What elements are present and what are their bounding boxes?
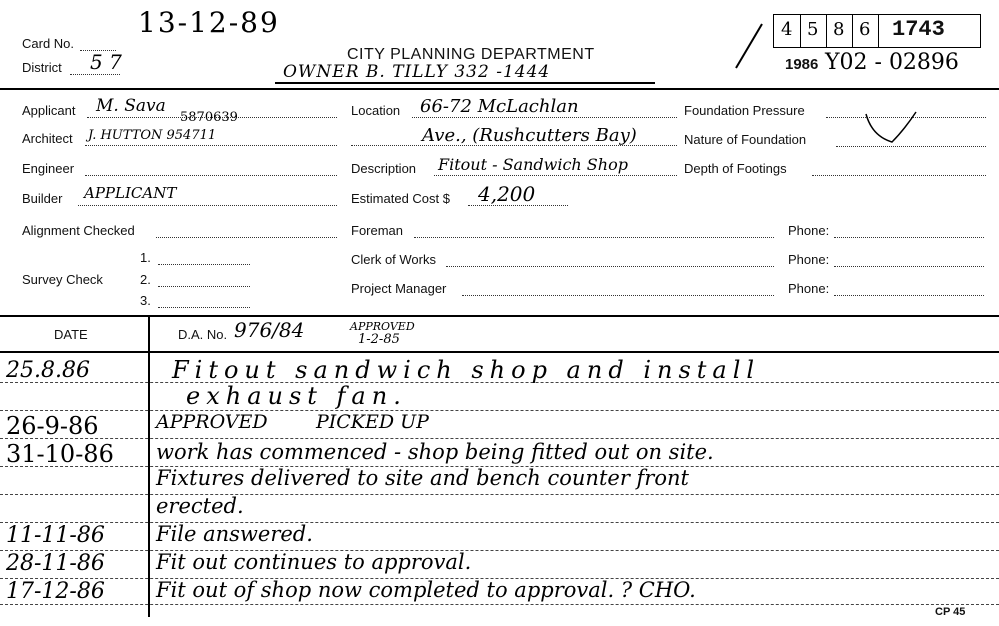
row-line (0, 522, 999, 523)
da-value: 976/84 (234, 318, 305, 342)
da-approved: APPROVED (350, 320, 415, 333)
row-line (0, 550, 999, 551)
location-value: 66-72 McLachlan (420, 96, 579, 117)
log-entry-date: 26-9-86 (6, 412, 99, 440)
district-value: 5 7 (90, 50, 122, 74)
estimated-cost-label: Estimated Cost $ (351, 191, 450, 206)
file-ref: Y02 - 02896 (825, 50, 959, 75)
log-entry-date: 11-11-86 (6, 523, 105, 548)
builder-line (78, 205, 337, 206)
location-line (412, 117, 677, 118)
pm-label: Project Manager (351, 281, 447, 296)
log-entry-text: APPROVED PICKED UP (156, 411, 429, 433)
log-entry-date: 17-12-86 (6, 579, 105, 604)
log-entry-text: exhaust fan. (186, 382, 407, 410)
district-label: District (22, 60, 62, 75)
survey-label: Survey Check (22, 272, 103, 287)
card-no-label: Card No. (22, 36, 75, 51)
pm-phone-line (834, 295, 984, 296)
depth-line (812, 175, 986, 176)
owner-line: OWNER B. TILLY 332 -1444 (283, 62, 551, 82)
ref-box-2: 5 (807, 19, 819, 40)
engineer-line (85, 175, 337, 176)
applicant-phone: 5870639 (180, 110, 238, 125)
foreman-label: Foreman (351, 223, 404, 238)
foundation-pressure-label: Foundation Pressure (684, 103, 805, 118)
log-entry-text: Fitout sandwich shop and install (172, 356, 761, 384)
da-approved-date: 1-2-85 (358, 332, 400, 347)
clerk-phone-label: Phone: (788, 252, 830, 267)
architect-value: J. HUTTON 954711 (88, 128, 217, 143)
clerk-phone-line (834, 266, 984, 267)
row-line (0, 494, 999, 495)
log-entry-text: File answered. (156, 522, 313, 546)
district-line (70, 74, 120, 75)
foreman-line (414, 237, 774, 238)
slash-mark-icon (730, 22, 770, 72)
log-entry-date: 25.8.86 (6, 358, 90, 383)
ref-box-3: 8 (833, 19, 845, 40)
top-date: 13-12-89 (138, 6, 280, 39)
foreman-phone-label: Phone: (788, 223, 830, 238)
row-line (0, 604, 999, 605)
description-value: Fitout - Sandwich Shop (438, 155, 628, 174)
log-entry-text: work has commenced - shop being fitted out on site. (156, 440, 714, 464)
row-line (0, 438, 999, 439)
da-label: D.A. No. (178, 327, 228, 342)
description-line (434, 175, 677, 176)
pm-phone-label: Phone: (788, 281, 830, 296)
nature-label: Nature of Foundation (684, 132, 807, 147)
row-line (0, 410, 999, 411)
architect-label: Architect (22, 131, 73, 146)
estimated-cost-value: 4,200 (478, 182, 536, 206)
survey-item-2: 2. (140, 272, 151, 287)
form-code: CP 45 (935, 606, 966, 618)
architect-line (85, 145, 337, 146)
log-entry-date: 28-11-86 (6, 551, 105, 576)
description-label: Description (351, 161, 417, 176)
survey-line-3 (158, 307, 250, 308)
alignment-label: Alignment Checked (22, 223, 135, 238)
applicant-value: M. Sava (96, 96, 166, 116)
log-date-header: DATE (54, 327, 88, 342)
ref-box-4: 6 (859, 19, 871, 40)
tick-mark-icon (862, 108, 922, 148)
survey-item-3: 3. (140, 293, 151, 308)
log-entry-text: Fit out continues to approval. (156, 550, 472, 574)
ref-box-1: 4 (781, 19, 793, 40)
depth-label: Depth of Footings (684, 161, 787, 176)
location-value-2: Ave., (Rushcutters Bay) (422, 125, 637, 146)
clerk-line (446, 266, 774, 267)
log-entry-text: Fit out of shop now completed to approval. ? CHO. (156, 578, 696, 602)
survey-line-1 (158, 264, 250, 265)
ref-box-number: 1743 (892, 17, 945, 42)
engineer-label: Engineer (22, 161, 75, 176)
builder-label: Builder (22, 191, 63, 206)
pm-line (462, 295, 774, 296)
survey-item-1: 1. (140, 250, 151, 265)
survey-line-2 (158, 286, 250, 287)
location-label: Location (351, 103, 401, 118)
log-entry-text: erected. (156, 494, 244, 518)
log-entry-date: 31-10-86 (6, 440, 114, 468)
page-title: CITY PLANNING DEPARTMENT (347, 46, 595, 63)
ref-box-group (773, 14, 981, 48)
log-date-divider (148, 317, 150, 617)
applicant-label: Applicant (22, 103, 76, 118)
fields-top-border (0, 88, 999, 90)
foreman-phone-line (834, 237, 984, 238)
builder-value: APPLICANT (84, 184, 177, 202)
owner-underline (275, 82, 655, 84)
year-ref: 1986 (785, 56, 819, 73)
log-entry-text: Fixtures delivered to site and bench counter front (156, 466, 689, 490)
alignment-line (156, 237, 337, 238)
clerk-label: Clerk of Works (351, 252, 436, 267)
